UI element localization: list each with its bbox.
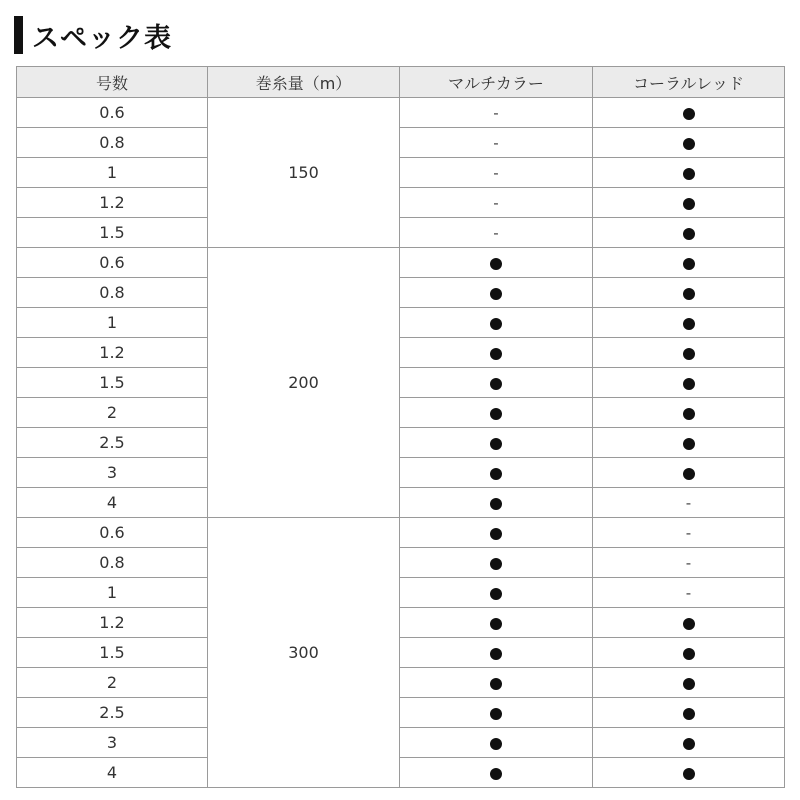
available-dot-icon xyxy=(683,318,695,330)
size-cell: 2 xyxy=(17,398,208,428)
multicolor-cell xyxy=(400,428,593,458)
available-dot-icon xyxy=(683,348,695,360)
available-dot-icon xyxy=(683,768,695,780)
available-dot-icon xyxy=(683,738,695,750)
size-cell: 0.8 xyxy=(17,548,208,578)
available-dot-icon xyxy=(683,168,695,180)
available-dot-icon xyxy=(683,708,695,720)
table-row xyxy=(17,578,785,608)
spec-table-body xyxy=(17,98,785,788)
available-dot-icon xyxy=(490,348,502,360)
coral-red-cell xyxy=(593,158,785,188)
spec-heading xyxy=(14,16,172,54)
coral-red-cell xyxy=(593,428,785,458)
multicolor-cell xyxy=(400,218,593,248)
multicolor-cell xyxy=(400,98,593,128)
size-cell: 0.6 xyxy=(17,248,208,278)
size-cell: 1 xyxy=(17,158,208,188)
size-cell: 3 xyxy=(17,728,208,758)
multicolor-cell xyxy=(400,398,593,428)
available-dot-icon xyxy=(490,618,502,630)
size-cell: 2 xyxy=(17,668,208,698)
table-row xyxy=(17,608,785,638)
size-cell: 1.2 xyxy=(17,608,208,638)
length-cell: 300 xyxy=(208,518,400,788)
available-dot-icon xyxy=(490,708,502,720)
spec-table xyxy=(16,66,785,788)
coral-red-cell xyxy=(593,698,785,728)
available-dot-icon xyxy=(490,288,502,300)
unavailable-dash: - xyxy=(493,104,499,122)
available-dot-icon xyxy=(490,318,502,330)
available-dot-icon xyxy=(490,258,502,270)
available-dot-icon xyxy=(683,108,695,120)
coral-red-cell xyxy=(593,518,785,548)
column-header-coral-red: コーラルレッド xyxy=(593,67,785,98)
available-dot-icon xyxy=(490,738,502,750)
size-cell: 0.6 xyxy=(17,98,208,128)
multicolor-cell xyxy=(400,728,593,758)
header-row xyxy=(17,67,785,98)
size-cell: 1.2 xyxy=(17,188,208,218)
multicolor-cell xyxy=(400,338,593,368)
available-dot-icon xyxy=(490,498,502,510)
unavailable-dash: - xyxy=(685,554,692,572)
size-cell: 1 xyxy=(17,578,208,608)
available-dot-icon xyxy=(683,438,695,450)
heading-accent-bar xyxy=(14,16,23,54)
available-dot-icon xyxy=(490,648,502,660)
table-row xyxy=(17,128,785,158)
coral-red-cell xyxy=(593,338,785,368)
size-cell: 2.5 xyxy=(17,428,208,458)
table-row xyxy=(17,278,785,308)
length-cell: 150 xyxy=(208,98,400,248)
coral-red-cell xyxy=(593,488,785,518)
available-dot-icon xyxy=(490,768,502,780)
multicolor-cell xyxy=(400,608,593,638)
available-dot-icon xyxy=(683,228,695,240)
multicolor-cell xyxy=(400,578,593,608)
coral-red-cell xyxy=(593,248,785,278)
page-title: スペック表 xyxy=(32,22,172,54)
multicolor-cell xyxy=(400,518,593,548)
available-dot-icon xyxy=(683,138,695,150)
multicolor-cell xyxy=(400,158,593,188)
table-row xyxy=(17,428,785,458)
multicolor-cell xyxy=(400,668,593,698)
size-cell: 0.8 xyxy=(17,128,208,158)
table-row xyxy=(17,548,785,578)
size-cell: 0.6 xyxy=(17,518,208,548)
table-row xyxy=(17,218,785,248)
available-dot-icon xyxy=(490,588,502,600)
multicolor-cell xyxy=(400,698,593,728)
table-row xyxy=(17,518,785,548)
available-dot-icon xyxy=(490,408,502,420)
available-dot-icon xyxy=(490,678,502,690)
available-dot-icon xyxy=(683,648,695,660)
available-dot-icon xyxy=(683,378,695,390)
available-dot-icon xyxy=(683,678,695,690)
coral-red-cell xyxy=(593,728,785,758)
table-row xyxy=(17,758,785,788)
available-dot-icon xyxy=(490,528,502,540)
unavailable-dash: - xyxy=(493,224,499,242)
coral-red-cell xyxy=(593,758,785,788)
table-row xyxy=(17,638,785,668)
coral-red-cell xyxy=(593,578,785,608)
coral-red-cell xyxy=(593,188,785,218)
available-dot-icon xyxy=(683,408,695,420)
size-cell: 1.2 xyxy=(17,338,208,368)
multicolor-cell xyxy=(400,278,593,308)
size-cell: 3 xyxy=(17,458,208,488)
coral-red-cell xyxy=(593,98,785,128)
unavailable-dash: - xyxy=(685,524,692,542)
available-dot-icon xyxy=(683,468,695,480)
table-row xyxy=(17,248,785,278)
length-cell: 200 xyxy=(208,248,400,518)
multicolor-cell xyxy=(400,758,593,788)
multicolor-cell xyxy=(400,548,593,578)
multicolor-cell xyxy=(400,488,593,518)
unavailable-dash: - xyxy=(493,194,499,212)
multicolor-cell xyxy=(400,638,593,668)
coral-red-cell xyxy=(593,218,785,248)
coral-red-cell xyxy=(593,608,785,638)
unavailable-dash: - xyxy=(685,494,692,512)
table-row xyxy=(17,368,785,398)
coral-red-cell xyxy=(593,668,785,698)
column-header-length: 巻糸量（m） xyxy=(208,67,400,98)
available-dot-icon xyxy=(490,438,502,450)
multicolor-cell xyxy=(400,128,593,158)
coral-red-cell xyxy=(593,458,785,488)
unavailable-dash: - xyxy=(493,134,499,152)
available-dot-icon xyxy=(490,468,502,480)
table-row xyxy=(17,188,785,218)
coral-red-cell xyxy=(593,398,785,428)
size-cell: 1 xyxy=(17,308,208,338)
size-cell: 4 xyxy=(17,488,208,518)
size-cell: 1.5 xyxy=(17,368,208,398)
multicolor-cell xyxy=(400,188,593,218)
coral-red-cell xyxy=(593,278,785,308)
available-dot-icon xyxy=(683,618,695,630)
coral-red-cell xyxy=(593,548,785,578)
available-dot-icon xyxy=(490,378,502,390)
size-cell: 4 xyxy=(17,758,208,788)
size-cell: 0.8 xyxy=(17,278,208,308)
table-row xyxy=(17,458,785,488)
multicolor-cell xyxy=(400,248,593,278)
available-dot-icon xyxy=(683,258,695,270)
size-cell: 1.5 xyxy=(17,218,208,248)
table-row xyxy=(17,698,785,728)
coral-red-cell xyxy=(593,308,785,338)
multicolor-cell xyxy=(400,368,593,398)
table-row xyxy=(17,338,785,368)
table-row xyxy=(17,668,785,698)
table-row xyxy=(17,398,785,428)
column-header-multicolor: マルチカラー xyxy=(400,67,593,98)
multicolor-cell xyxy=(400,308,593,338)
available-dot-icon xyxy=(683,198,695,210)
unavailable-dash: - xyxy=(685,584,692,602)
table-row xyxy=(17,308,785,338)
multicolor-cell xyxy=(400,458,593,488)
coral-red-cell xyxy=(593,638,785,668)
table-row xyxy=(17,98,785,128)
table-row xyxy=(17,488,785,518)
available-dot-icon xyxy=(490,558,502,570)
coral-red-cell xyxy=(593,128,785,158)
unavailable-dash: - xyxy=(493,164,499,182)
column-header-size: 号数 xyxy=(17,67,208,98)
size-cell: 2.5 xyxy=(17,698,208,728)
size-cell: 1.5 xyxy=(17,638,208,668)
coral-red-cell xyxy=(593,368,785,398)
table-row xyxy=(17,158,785,188)
table-row xyxy=(17,728,785,758)
available-dot-icon xyxy=(683,288,695,300)
